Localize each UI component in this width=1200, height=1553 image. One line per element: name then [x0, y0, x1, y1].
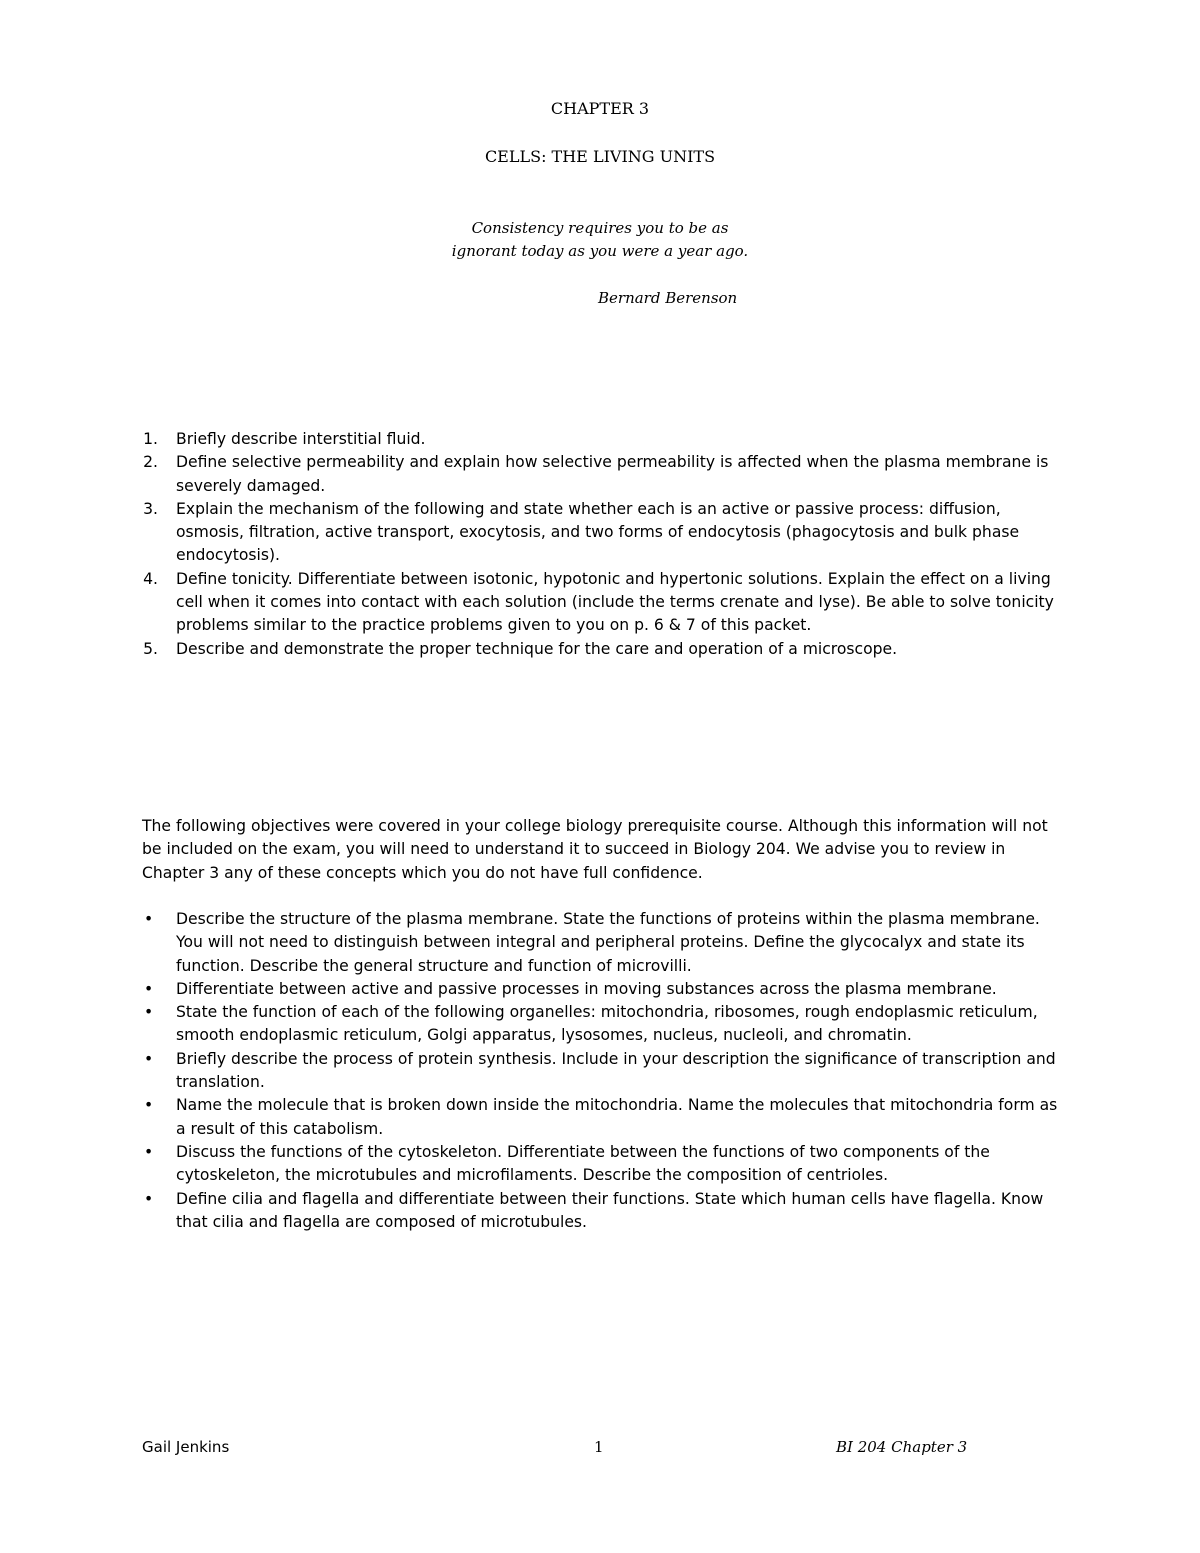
objective-number: 3. [143, 499, 158, 518]
objective-number: 4. [143, 569, 158, 588]
review-item-text: Name the molecule that is broken down inside the mitochondria. Name the molecules that mitochondria form as a result of this catabolism. [176, 1096, 1058, 1138]
review-item [138, 1188, 1058, 1235]
review-item [138, 1141, 1058, 1188]
bullet-icon: • [144, 910, 154, 928]
review-item [138, 1001, 1058, 1048]
bullet-icon: • [144, 1003, 154, 1022]
objectives-list [138, 428, 1058, 661]
objective-text: Explain the mechanism of the following and state whether each is an active or passive process: diffusion, osmosis, filtration, active transport, exocytosis, and two forms of endocytosis (phagocytosis and bulk phase endocytosis). [176, 499, 1020, 565]
quote-line-1: Consistency requires you to be as [471, 219, 729, 237]
objective-item [138, 451, 1058, 498]
objective-item [138, 568, 1058, 638]
review-item [138, 978, 1058, 1001]
review-item-text: State the function of each of the following organelles: mitochondria, ribosomes, rough endoplasmic reticulum, smooth endoplasmic reticulum, Golgi apparatus, lysosomes, nucleus, nucleoli, and chromatin. [176, 1003, 1038, 1045]
objective-text: Define tonicity. Differentiate between isotonic, hypotonic and hypertonic solutions. Explain the effect on a living cell when it comes into contact with each solution (include the terms crenate and lyse). Be able to solve tonicity problems similar to the practice problems given to you on p. 6 & 7 of this packet. [176, 569, 1054, 635]
objective-item [138, 498, 1058, 568]
review-item [138, 1094, 1058, 1141]
objective-item [138, 428, 1058, 451]
bullet-icon: • [144, 1189, 154, 1208]
review-item-text: Briefly describe the process of protein synthesis. Include in your description the significance of transcription and translation. [176, 1049, 1056, 1092]
review-item-text: Differentiate between active and passive processes in moving substances across the plasma membrane. [176, 979, 997, 998]
quote-line-2: ignorant today as you were a year ago. [451, 242, 749, 260]
objective-text: Describe and demonstrate the proper technique for the care and operation of a microscope. [176, 639, 898, 658]
review-item-text: Define cilia and flagella and differentiate between their functions. State which human cells have flagella. Know that cilia and flagella are composed of microtubules. [176, 1189, 1044, 1231]
review-item [138, 1048, 1058, 1095]
objective-number: 1. [143, 430, 158, 448]
objective-number: 5. [143, 639, 158, 658]
bullet-icon: • [144, 1142, 154, 1161]
review-item [138, 908, 1058, 978]
chapter-title: CELLS: THE LIVING UNITS [484, 147, 716, 166]
review-objectives-list [138, 908, 1058, 1234]
review-item-text: Discuss the functions of the cytoskeleton. Differentiate between the functions of two components of the cytoskeleton, the microtubules and microfilaments. Describe the composition of centrioles. [176, 1142, 990, 1185]
review-item-text: Describe the structure of the plasma membrane. State the functions of proteins within the plasma membrane. You will not need to distinguish between integral and peripheral proteins. Define the glycocalyx and state its function. Describe the general structure and function of microvilli. [176, 910, 1040, 975]
quote-author: Bernard Berenson [598, 289, 738, 307]
footer-author: Gail Jenkins [142, 1438, 230, 1456]
objective-item [138, 638, 1058, 661]
review-intro-paragraph: The following objectives were covered in your college biology prerequisite course. Although this information will not be included on the exam, you will need to understand it to succeed in Biology 204. We advise you to review in Chapter 3 any of these concepts which you do not have full confidence. [142, 817, 1048, 882]
bullet-icon: • [144, 1096, 154, 1115]
objective-text: Define selective permeability and explain how selective permeability is affected when the plasma membrane is severely damaged. [176, 453, 1049, 495]
chapter-heading: CHAPTER 3 [550, 99, 650, 118]
bullet-icon: • [144, 1049, 154, 1068]
bullet-icon: • [144, 979, 154, 998]
footer-course: BI 204 Chapter 3 [836, 1438, 968, 1456]
objective-number: 2. [143, 453, 158, 472]
objective-text: Briefly describe interstitial fluid. [176, 430, 426, 448]
footer-page-number: 1 [594, 1438, 604, 1456]
